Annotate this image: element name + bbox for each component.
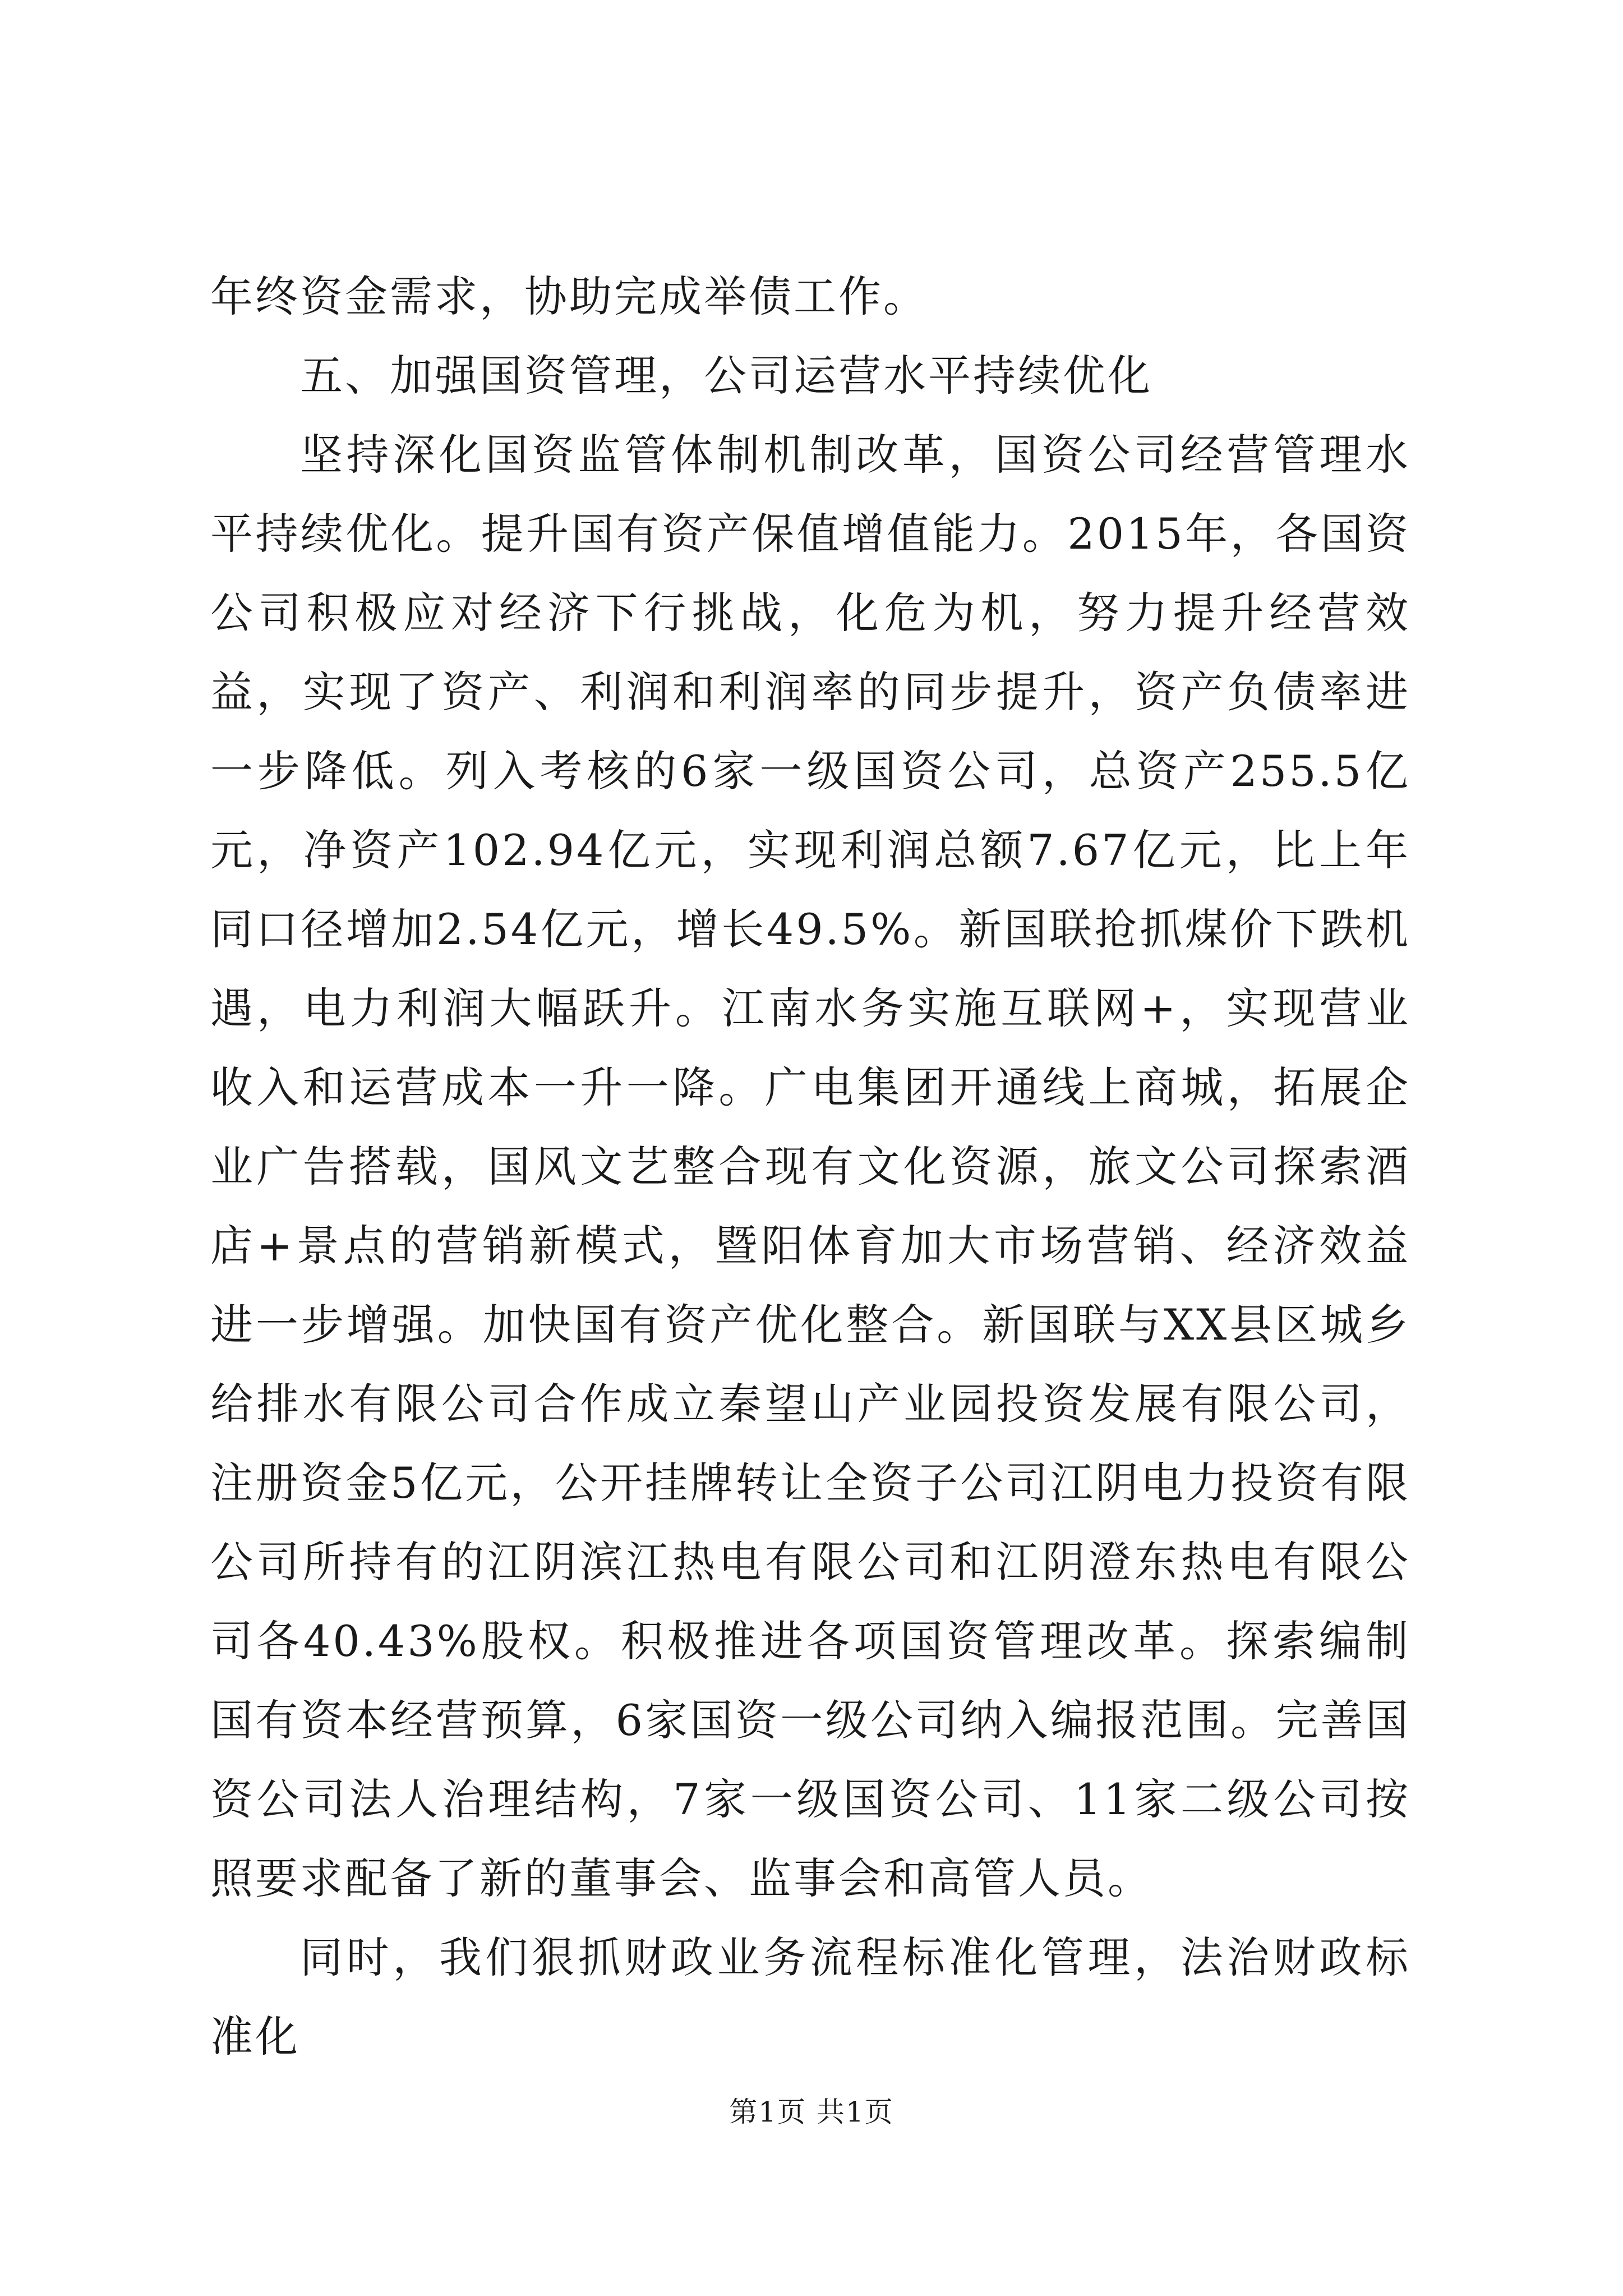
paragraph-next: 同时，我们狠抓财政业务流程标准化管理，法治财政标准化 (210, 1932, 1410, 2062)
page-footer: 第1页 共1页 (729, 2096, 894, 2128)
section-heading: 五、加强国资管理，公司运营水平持续优化 (300, 351, 1152, 401)
paragraph-body: 坚持深化国资监管体制机制改革，国资公司经营管理水平持续优化。提升国有资产保值增值能力。2015年，各国资公司积极应对经济下行挑战，化危为机，努力提升经营效益，实现了资产、利润和利润率的同步提升，资产负债率进一步降低。列入考核的6家一级国资公司，总资产255.5亿元，净资产102.94亿元，实现利润总额7.67亿元，比上年同口径增加2.54亿元，增长49.5%。新国联抢抓煤价下跌机遇，电力利润大幅跃升。江南水务实施互联网+，实现营业收入和运营成本一升一降。广电集团开通线上商城，拓展企业广告搭载，国风文艺整合现有文化资源，旅文公司探索酒店+景点的营销新模式，暨阳体育加大市场营销、经济效益进一步增强。加快国有资产优化整合。新国联与XX县区城乡给排水有限公司合作成立秦望山产业园投资发展有限公司，注册资金5亿元，公开挂牌转让全资子公司江阴电力投资有限公司所持有的江阴滨江热电有限公司和江阴澄东热电有限公司各40.43%股权。积极推进各项国资管理改革。探索编制国有资本经营预算，6家国资一级公司纳入编报范围。完善国资公司法人治理结构，7家一级国资公司、11家二级公司按照要求配备了新的董事会、监事会和高管人员。 (210, 430, 1410, 1903)
document-body (210, 257, 1410, 2076)
paragraph-continuation: 年终资金需求，协助完成举债工作。 (210, 272, 928, 321)
